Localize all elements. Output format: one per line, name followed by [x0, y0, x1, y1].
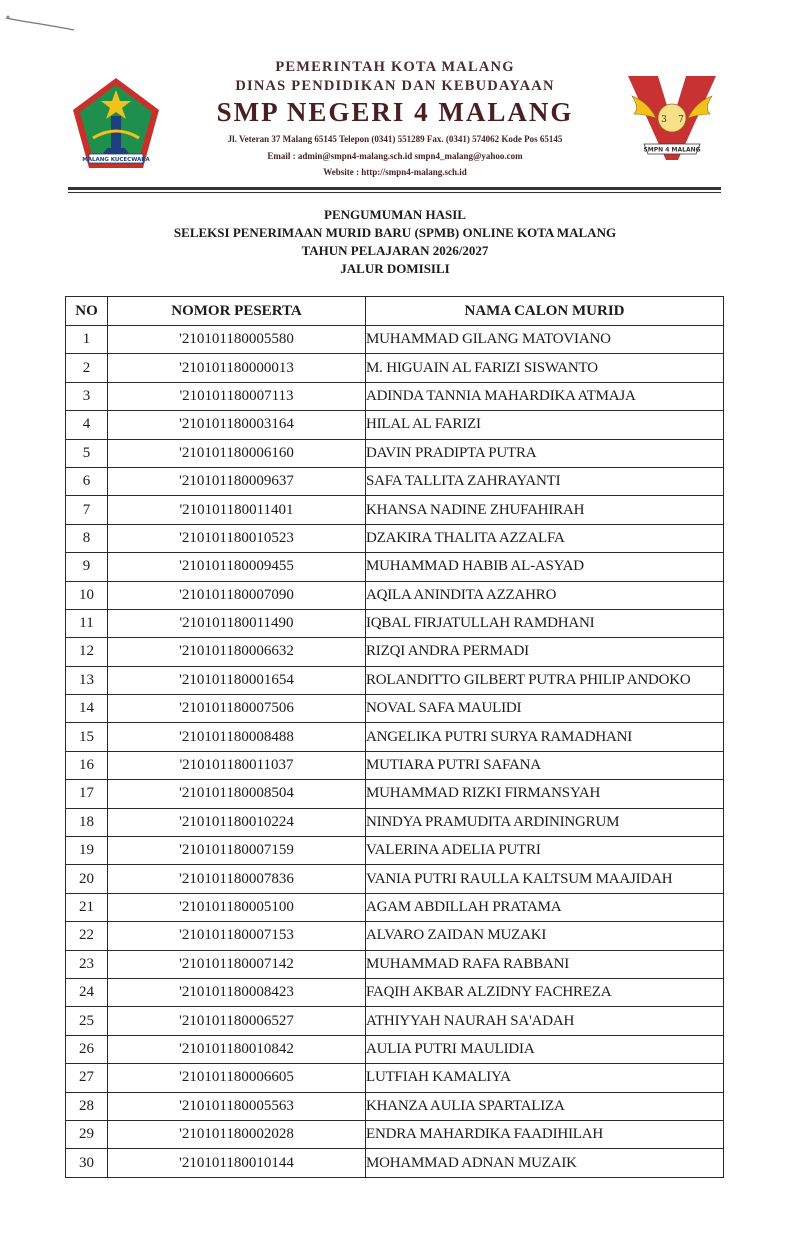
- table-row: [66, 1035, 724, 1063]
- participant-number: '210101180008423: [108, 978, 366, 1006]
- right-logo-number-1: 3: [661, 115, 667, 125]
- participant-number: '210101180010144: [108, 1149, 366, 1177]
- letterhead-divider-thin: [68, 192, 721, 193]
- left-logo-text: MALANG KUCECWARA: [82, 157, 150, 163]
- student-name: KHANZA AULIA SPARTALIZA: [366, 1092, 724, 1120]
- participant-number: '210101180005563: [108, 1092, 366, 1120]
- student-name: MUHAMMAD GILANG MATOVIANO: [366, 326, 724, 354]
- student-name: HILAL AL FARIZI: [366, 411, 724, 439]
- header-nama-calon-murid: NAMA CALON MURID: [366, 297, 724, 326]
- student-name: LUTFIAH KAMALIYA: [366, 1064, 724, 1092]
- row-number: 9: [66, 553, 108, 581]
- row-number: 28: [66, 1092, 108, 1120]
- participant-number: '210101180010842: [108, 1035, 366, 1063]
- student-name: RIZQI ANDRA PERMADI: [366, 638, 724, 666]
- row-number: 1: [66, 326, 108, 354]
- row-number: 14: [66, 695, 108, 723]
- student-name: IQBAL FIRJATULLAH RAMDHANI: [366, 609, 724, 637]
- student-name: ROLANDITTO GILBERT PUTRA PHILIP ANDOKO: [366, 666, 724, 694]
- table-row: [66, 723, 724, 751]
- row-number: 27: [66, 1064, 108, 1092]
- row-number: 26: [66, 1035, 108, 1063]
- row-number: 3: [66, 382, 108, 410]
- table-row: [66, 609, 724, 637]
- student-name: NINDYA PRAMUDITA ARDININGRUM: [366, 808, 724, 836]
- row-number: 5: [66, 439, 108, 467]
- row-number: 11: [66, 609, 108, 637]
- participant-number: '210101180005580: [108, 326, 366, 354]
- row-number: 22: [66, 922, 108, 950]
- table-row: [66, 922, 724, 950]
- participant-number: '210101180007142: [108, 950, 366, 978]
- student-name: MUTIARA PUTRI SAFANA: [366, 751, 724, 779]
- participant-number: '210101180007113: [108, 382, 366, 410]
- participant-number: '210101180011401: [108, 496, 366, 524]
- row-number: 30: [66, 1149, 108, 1177]
- student-name: ALVARO ZAIDAN MUZAKI: [366, 922, 724, 950]
- table-row: [66, 808, 724, 836]
- right-logo-text: SMPN 4 MALANG: [643, 146, 701, 154]
- row-number: 8: [66, 524, 108, 552]
- table-row: [66, 638, 724, 666]
- header-no: NO: [66, 297, 108, 326]
- department-name: DINAS PENDIDIKAN DAN KEBUDAYAAN: [235, 78, 555, 94]
- student-name: NOVAL SAFA MAULIDI: [366, 695, 724, 723]
- student-name: SAFA TALLITA ZAHRAYANTI: [366, 467, 724, 495]
- table-row: [66, 837, 724, 865]
- row-number: 23: [66, 950, 108, 978]
- student-name: DAVIN PRADIPTA PUTRA: [366, 439, 724, 467]
- student-name: M. HIGUAIN AL FARIZI SISWANTO: [366, 354, 724, 382]
- student-name: ENDRA MAHARDIKA FAADIHILAH: [366, 1120, 724, 1148]
- header-nomor-peserta: NOMOR PESERTA: [108, 297, 366, 326]
- participant-number: '210101180011490: [108, 609, 366, 637]
- row-number: 12: [66, 638, 108, 666]
- smpn4-emblem-icon: [626, 74, 718, 166]
- participant-number: '210101180005100: [108, 893, 366, 921]
- school-email: Email : admin@smpn4-malang.sch.id smpn4_malang@yahoo.com: [267, 151, 523, 161]
- student-name: ATHIYYAH NAURAH SA'ADAH: [366, 1007, 724, 1035]
- participant-number: '210101180007090: [108, 581, 366, 609]
- table-header-row: [66, 297, 724, 326]
- participant-number: '210101180006160: [108, 439, 366, 467]
- table-row: [66, 893, 724, 921]
- row-number: 21: [66, 893, 108, 921]
- row-number: 15: [66, 723, 108, 751]
- student-name: MUHAMMAD RAFA RABBANI: [366, 950, 724, 978]
- announcement-subtitle: SELEKSI PENERIMAAN MURID BARU (SPMB) ONLINE KOTA MALANG: [173, 225, 617, 240]
- school-address: Jl. Veteran 37 Malang 65145 Telepon (0341) 551289 Fax. (0341) 574062 Kode Pos 65145: [227, 134, 563, 144]
- student-name: AULIA PUTRI MAULIDIA: [366, 1035, 724, 1063]
- row-number: 6: [66, 467, 108, 495]
- table-row: [66, 1007, 724, 1035]
- participant-number: '210101180010523: [108, 524, 366, 552]
- table-row: [66, 950, 724, 978]
- table-row: [66, 553, 724, 581]
- participant-number: '210101180003164: [108, 411, 366, 439]
- academic-year: TAHUN PELAJARAN 2026/2027: [301, 243, 489, 258]
- student-name: DZAKIRA THALITA AZZALFA: [366, 524, 724, 552]
- participant-number: '210101180006527: [108, 1007, 366, 1035]
- table-row: [66, 695, 724, 723]
- participant-number: '210101180009637: [108, 467, 366, 495]
- table-row: [66, 467, 724, 495]
- table-row: [66, 524, 724, 552]
- row-number: 19: [66, 837, 108, 865]
- participant-number: '210101180002028: [108, 1120, 366, 1148]
- participant-number: '210101180006632: [108, 638, 366, 666]
- student-name: MUHAMMAD RIZKI FIRMANSYAH: [366, 780, 724, 808]
- table-row: [66, 978, 724, 1006]
- participant-number: '210101180009455: [108, 553, 366, 581]
- participant-number: '210101180011037: [108, 751, 366, 779]
- row-number: 17: [66, 780, 108, 808]
- government-name: PEMERINTAH KOTA MALANG: [275, 59, 515, 75]
- student-name: MUHAMMAD HABIB AL-ASYAD: [366, 553, 724, 581]
- table-row: [66, 1064, 724, 1092]
- row-number: 25: [66, 1007, 108, 1035]
- participant-number: '210101180001654: [108, 666, 366, 694]
- participant-number: '210101180006605: [108, 1064, 366, 1092]
- table-row: [66, 439, 724, 467]
- table-row: [66, 496, 724, 524]
- participant-number: '210101180010224: [108, 808, 366, 836]
- participant-number: '210101180007153: [108, 922, 366, 950]
- student-name: FAQIH AKBAR ALZIDNY FACHREZA: [366, 978, 724, 1006]
- student-name: ANGELIKA PUTRI SURYA RAMADHANI: [366, 723, 724, 751]
- student-name: MOHAMMAD ADNAN MUZAIK: [366, 1149, 724, 1177]
- participant-number: '210101180007159: [108, 837, 366, 865]
- participant-number: '210101180007506: [108, 695, 366, 723]
- row-number: 24: [66, 978, 108, 1006]
- scan-mark: [4, 14, 76, 34]
- student-name: KHANSA NADINE ZHUFAHIRAH: [366, 496, 724, 524]
- table-row: [66, 1092, 724, 1120]
- row-number: 29: [66, 1120, 108, 1148]
- row-number: 13: [66, 666, 108, 694]
- row-number: 20: [66, 865, 108, 893]
- student-name: ADINDA TANNIA MAHARDIKA ATMAJA: [366, 382, 724, 410]
- table-row: [66, 354, 724, 382]
- participant-number: '210101180008488: [108, 723, 366, 751]
- table-row: [66, 411, 724, 439]
- student-name: AGAM ABDILLAH PRATAMA: [366, 893, 724, 921]
- letterhead-divider-thick: [68, 187, 721, 190]
- table-body: [66, 326, 724, 1178]
- table-row: [66, 1149, 724, 1177]
- student-name: VANIA PUTRI RAULLA KALTSUM MAAJIDAH: [366, 865, 724, 893]
- participant-number: '210101180000013: [108, 354, 366, 382]
- kota-malang-emblem-icon: [71, 76, 161, 170]
- table-row: [66, 865, 724, 893]
- student-name: VALERINA ADELIA PUTRI: [366, 837, 724, 865]
- row-number: 4: [66, 411, 108, 439]
- table-row: [66, 751, 724, 779]
- row-number: 10: [66, 581, 108, 609]
- table-row: [66, 326, 724, 354]
- row-number: 16: [66, 751, 108, 779]
- row-number: 18: [66, 808, 108, 836]
- table-row: [66, 382, 724, 410]
- announcement-title: PENGUMUMAN HASIL: [324, 207, 466, 222]
- right-logo-number-2: 7: [678, 115, 684, 125]
- row-number: 2: [66, 354, 108, 382]
- admission-track: JALUR DOMISILI: [340, 261, 450, 276]
- table-row: [66, 666, 724, 694]
- table-row: [66, 780, 724, 808]
- student-name: AQILA ANINDITA AZZAHRO: [366, 581, 724, 609]
- participant-number: '210101180008504: [108, 780, 366, 808]
- table-row: [66, 581, 724, 609]
- table-row: [66, 1120, 724, 1148]
- row-number: 7: [66, 496, 108, 524]
- school-website: Website : http://smpn4-malang.sch.id: [323, 167, 467, 177]
- results-table: [65, 296, 724, 1178]
- school-name: SMP NEGERI 4 MALANG: [216, 97, 574, 127]
- participant-number: '210101180007836: [108, 865, 366, 893]
